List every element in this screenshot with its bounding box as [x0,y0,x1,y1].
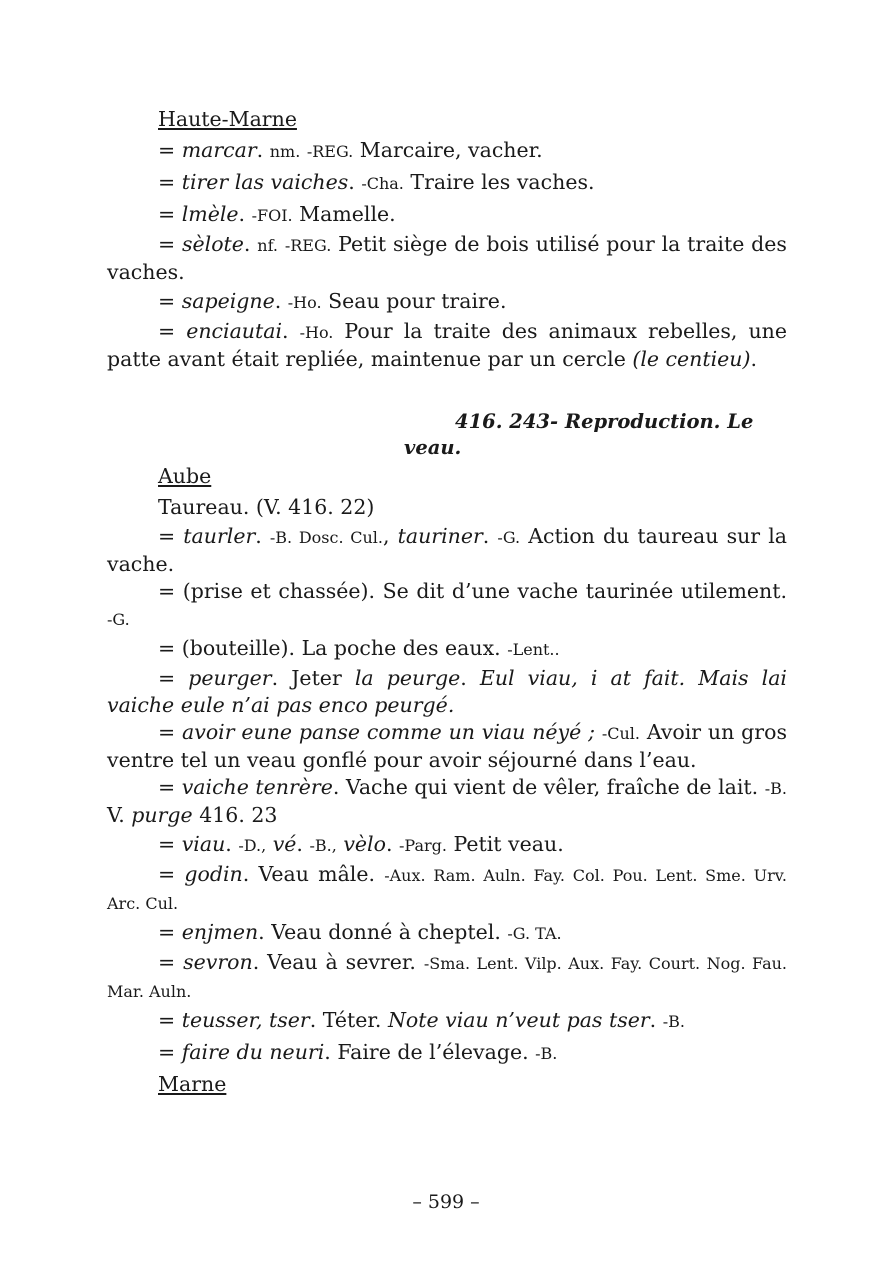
source: -B. Dosc. Cul. [269,528,383,547]
section-heading-marne: Marne [158,1072,227,1096]
example: la peurge [354,666,461,690]
term: godin [184,862,243,886]
term: tirer las vaiches [181,170,349,194]
source: -Sma. Lent. Vilp. Aux. Fay. Court. Nog. Fau. Mar. Auln. [107,954,787,1001]
entry-teusser: = teusser, tser. Téter. Note viau n’veut pas tser. -B. [158,1008,685,1032]
source: -REG. [284,236,332,255]
term: sevron [183,950,253,974]
source-variant: -G. [497,528,521,547]
term: teusser, tser [181,1008,310,1032]
term: marcar [181,138,257,162]
definition: Avoir un gros ventre tel un veau gonflé pour avoir séjourné dans l’eau. [107,720,787,772]
section-heading-haute-marne: Haute-Marne [158,107,297,131]
source: -Ho. [287,293,322,312]
definition: Mamelle. [299,202,396,226]
source: -B. [764,779,787,798]
entry-taurler: = taurler. -B. Dosc. Cul., tauriner. -G. Action du taureau sur la vache. [107,524,787,576]
source: -D., [238,836,267,855]
page-number: – 599 – [412,1191,480,1213]
definition: Faire de l’élevage. [337,1040,529,1064]
section-title-line2: veau. [404,436,462,459]
source: -Aux. Ram. Auln. Fay. Col. Pou. Lent. Sme. Urv. Arc. Cul. [107,866,787,913]
definition: Traire les vaches. [410,170,595,194]
entry-avoir-eune-panse: = avoir eune panse comme un viau néyé ; -Cul. Avoir un gros ventre tel un veau gonflé pour avoir séjourné dans l’eau. [107,720,787,772]
source: -G. [107,610,130,629]
term: faire du neuri [181,1040,325,1064]
definition: Vache qui vient de vêler, fraîche de lait. [345,775,759,799]
term: lmèle [181,202,239,226]
entry-bouteille: = (bouteille). La poche des eaux. -Lent.. [158,636,560,660]
definition: Téter. [322,1008,382,1032]
source: -Lent.. [507,640,560,659]
definition: Veau mâle. [258,862,375,886]
definition: Veau à sevrer. [267,950,416,974]
definition: Jeter [291,666,342,690]
source: -REG. [306,142,354,161]
entry-selote: = sèlote. nf. -REG. Petit siège de bois utilisé pour la traite des vaches. [107,232,787,284]
term-variant-2: vèlo [343,832,386,856]
entry-vaiche-tenrere: = vaiche tenrère. Vache qui vient de vêler, fraîche de lait. -B. V. purge 416. 23 [107,775,787,827]
term: vaiche tenrère [181,775,333,799]
grammar: nf. [257,236,279,255]
entry-taureau: Taureau. (V. 416. 22) [158,495,375,519]
term: sapeigne [181,289,275,313]
page-body [107,104,787,1100]
entry-lmele: = lmèle. -FOI. Mamelle. [158,202,396,226]
entry-viau: = viau. -D., vé. -B., vèlo. -Parg. Petit veau. [158,832,564,856]
definition: Pour la traite des animaux rebelles, une patte avant était repliée, maintenue par un cercle [107,319,787,371]
source: -G. TA. [507,924,562,943]
term-variant: vé [272,832,297,856]
source-variant-2: -Parg. [399,836,447,855]
term: viau [181,832,226,856]
source: -B. [662,1012,685,1031]
source: -FOI. [251,206,293,225]
section-title [107,409,787,461]
entry-sapeigne: = sapeigne. -Ho. Seau pour traire. [158,289,507,313]
source-variant: -B., [309,836,337,855]
definition: Petit siège de bois utilisé pour la traite des vaches. [107,232,787,284]
grammar: nm. [269,142,301,161]
source: -B. [535,1044,558,1063]
entry-prise-et-chassee: = (prise et chassée). Se dit d’une vache taurinée utilement. -G. [107,579,787,629]
definition: Action du taureau sur la vache. [107,524,787,576]
entry-enciautai: = enciautai. -Ho. Pour la traite des animaux rebelles, une patte avant était repliée, maintenue par un cercle (le centieu). [107,319,787,371]
entry-faire-du-neuri: = faire du neuri. Faire de l’élevage. -B. [158,1040,558,1064]
term: taurler [183,524,256,548]
definition: (bouteille). La poche des eaux. [181,636,501,660]
term: enjmen [181,920,259,944]
entry-tirer-las-vaiches: = tirer las vaiches. -Cha. Traire les vaches. [158,170,595,194]
entry-enjmen: = enjmen. Veau donné à cheptel. -G. TA. [158,920,562,944]
entry-peurger: = peurger. Jeter la peurge. Eul viau, i at fait. Mais lai vaiche eule n’ai pas enco peurgé. [107,666,787,717]
definition: Seau pour traire. [328,289,507,313]
definition: Veau donné à cheptel. [271,920,501,944]
source: -Cha. [361,174,404,193]
entry-sevron: = sevron. Veau à sevrer. -Sma. Lent. Vilp. Aux. Fay. Court. Nog. Fau. Mar. Auln. [107,950,787,1001]
definition: (prise et chassée). Se dit d’une vache taurinée utilement. [182,579,787,603]
section-heading-aube: Aube [158,464,212,488]
cross-ref-term: purge [131,803,193,827]
source: -Cul. [601,724,640,743]
term: peurger [188,666,272,690]
source: -Ho. [299,323,334,342]
see-also: V. [107,803,125,827]
entry-marcar: = marcar. nm. -REG. Marcaire, vacher. [158,138,543,162]
example-sentence: Eul viau, i at fait. Mais lai vaiche eule n’ai pas enco peurgé. [107,666,787,717]
example: Note viau n’veut pas tser [387,1008,650,1032]
term: sèlote [182,232,244,256]
definition: Petit veau. [453,832,564,856]
section-title-line1: 416. 243- Reproduction. Le [455,410,754,433]
entry-godin: = godin. Veau mâle. -Aux. Ram. Auln. Fay. Col. Pou. Lent. Sme. Urv. Arc. Cul. [107,862,787,913]
term-variant: tauriner [397,524,483,548]
definition: Marcaire, vacher. [359,138,543,162]
term: enciautai [186,319,283,343]
term: avoir eune panse comme un viau néyé ; [182,720,595,744]
cross-ref-number: 416. 23 [199,803,278,827]
note: (le centieu) [632,347,751,371]
